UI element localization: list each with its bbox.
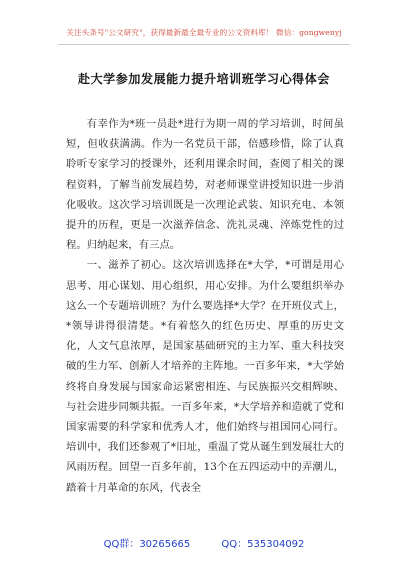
footer-contact: [0, 535, 408, 550]
header-divider: [58, 44, 350, 45]
footer-qq-group: QQ群：30265665: [103, 539, 191, 550]
document-title: 赴大学参加发展能力提升培训班学习心得体会: [77, 72, 330, 86]
paragraph-section-one: 一、滋养了初心。这次培训选择在*大学，*可谓是用心思考、用心谋划、用心组织，用心安排。为什么要组织举办这么一个专题培训班？为什么要选择*大学？在开班仪式上，*领导讲得很清楚。*有着悠久的红色历史、厚重的历史文化，人文气息浓厚，是国家基础研究的主力军、重大科技突破的生力军、创新人才培养的主阵地。一百多年来，*大学始终将自身发展与国家命运紧密相连、与民族振兴交相辉映、与社会进步同频共振。一百多年来，*大学培养和造就了党和国家需要的科学家和优秀人才，他们始终与祖国同心同行。培训中，我们还参观了*旧址，重温了党从诞生到发展壮大的风雨历程。回望一百多年前，13个在五四运动中的弄潮儿，踏着十月革命的东风，代表全: [66, 259, 344, 494]
document-body: [66, 114, 344, 498]
header-banner: 关注头条号"公文研究"，获得最新最全最专业的公文资料库！ 微信：gongwenyj: [66, 28, 342, 37]
footer-qq-number: QQ：535304092: [221, 539, 305, 550]
paragraph-intro: 有幸作为*班一员赴*进行为期一周的学习培训，时间虽短，但收获满满。作为一名党员干部，倍感珍惜，除了认真聆听专家学习的授课外，还利用课余时间，查阅了相关的课程资料，了解当前发展趋势，对老师课堂讲授知识进一步消化吸收。这次学习培训既是一次理论武装、知识充电、本领提升的历程，更是一次滋养信念、洗礼灵魂、淬炼党性的过程。归纳起来，有三点。: [66, 118, 344, 252]
